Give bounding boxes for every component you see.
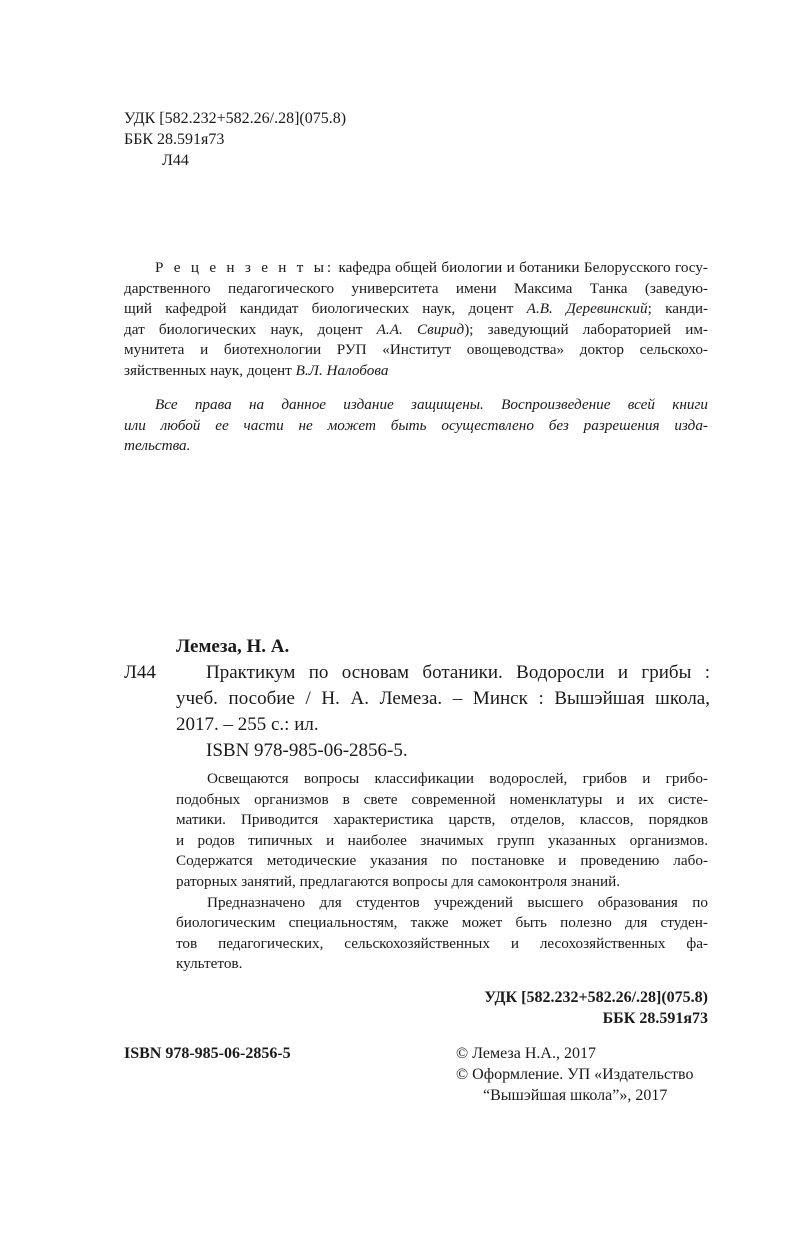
- author-heading: Лемеза, Н. А.: [176, 636, 290, 657]
- copyright-publisher: “Вышэйшая школа”», 2017: [483, 1087, 668, 1104]
- top-codes: [124, 108, 346, 171]
- annotation-p2-line-3: тов педагогических, сельскохозяйственных и лесохозяйственных фа-: [176, 934, 708, 952]
- reviewers-line-6: зяйственных наук, доцент В.Л. Налобова: [124, 361, 389, 379]
- reviewers-line-1: Р е ц е н з е н т ы: кафедра общей биологии и ботаники Белорусского госу-: [155, 259, 708, 276]
- bottom-bbk: ББК 28.591я73: [602, 1010, 708, 1027]
- rights-notice: [124, 395, 708, 457]
- rights-line-3: тельства.: [124, 437, 191, 455]
- bib-isbn: ISBN 978-985-06-2856-5.: [206, 740, 408, 761]
- bib-line-3: 2017. – 255 с.: ил.: [176, 714, 319, 735]
- reviewer-name-nalobova: В.Л. Налобова: [295, 361, 389, 379]
- annotation-p2-line-2: биологическим специальностям, также может быть полезно для студен-: [176, 914, 708, 932]
- copyright-author: © Лемеза Н.А., 2017: [456, 1045, 596, 1062]
- bib-author-sign: Л44: [124, 662, 156, 683]
- reviewer-name-svirid: А.А. Свирид: [376, 320, 465, 338]
- annotation-p1-line-4: и родов типичных и наиболее значимых групп указанных организмов.: [176, 831, 708, 849]
- isbn-footer: [124, 1043, 291, 1064]
- annotation-p1-line-5: Содержатся методические указания по постановке и проведению лабо-: [176, 852, 708, 870]
- reviewers-block: [124, 258, 708, 382]
- reviewers-line-3: щий кафедрой кандидат биологических наук, доцент А.В. Деревинский; канди-: [124, 300, 709, 318]
- rights-line-1: Все права на данное издание защищены. Воспроизведение всей книги: [155, 396, 708, 413]
- reviewers-line-4: дат биологических наук, доцент А.А. Свирид); заведующий лабораторией им-: [124, 320, 708, 338]
- annotation-p1-line-3: матики. Приводится характеристика царств, отделов, классов, порядков: [176, 811, 708, 829]
- reviewers-label: Р е ц е н з е н т ы:: [155, 259, 335, 276]
- top-udk: УДК [582.232+582.26/.28](075.8): [124, 110, 347, 127]
- bib-title-line: Практикум по основам ботаники. Водоросли и грибы :: [206, 662, 710, 683]
- bibliographic-record: [124, 634, 710, 764]
- annotation: [176, 769, 708, 975]
- top-bbk: ББК 28.591я73: [124, 131, 225, 148]
- isbn-bold: ISBN 978-985-06-2856-5: [124, 1045, 291, 1062]
- top-author-sign: Л44: [162, 152, 189, 169]
- bib-line-2: учеб. пособие / Н. А. Лемеза. – Минск : Вышэйшая школа,: [176, 688, 710, 709]
- annotation-p1-line-2: подобных организмов в свете современной номенклатуры и их систе-: [176, 790, 708, 808]
- annotation-p1-line-1: Освещаются вопросы классификации водорослей, грибов и грибо-: [207, 770, 708, 787]
- reviewers-line-2: дарственного педагогического университета имени Максима Танка (заведую-: [124, 279, 708, 297]
- reviewer-name-derevinsky: А.В. Деревинский: [526, 300, 648, 318]
- copyright-design: © Оформление. УП «Издательство: [456, 1066, 694, 1083]
- annotation-p2-line-4: культетов.: [176, 955, 243, 973]
- rights-line-2: или любой ее части не может быть осуществлено без разрешения изда-: [124, 416, 708, 434]
- bottom-codes: [484, 987, 708, 1029]
- annotation-p1-line-6: раторных занятий, предлагаются вопросы для самоконтроля знаний.: [176, 872, 621, 890]
- reviewers-line-5: мунитета и биотехнологии РУП «Институт овощеводства» доктор сельскохо-: [124, 341, 708, 359]
- annotation-p2-line-1: Предназначено для студентов учреждений высшего образования по: [207, 893, 708, 911]
- bottom-udk: УДК [582.232+582.26/.28](075.8): [484, 989, 708, 1006]
- copyright-block: [456, 1043, 693, 1106]
